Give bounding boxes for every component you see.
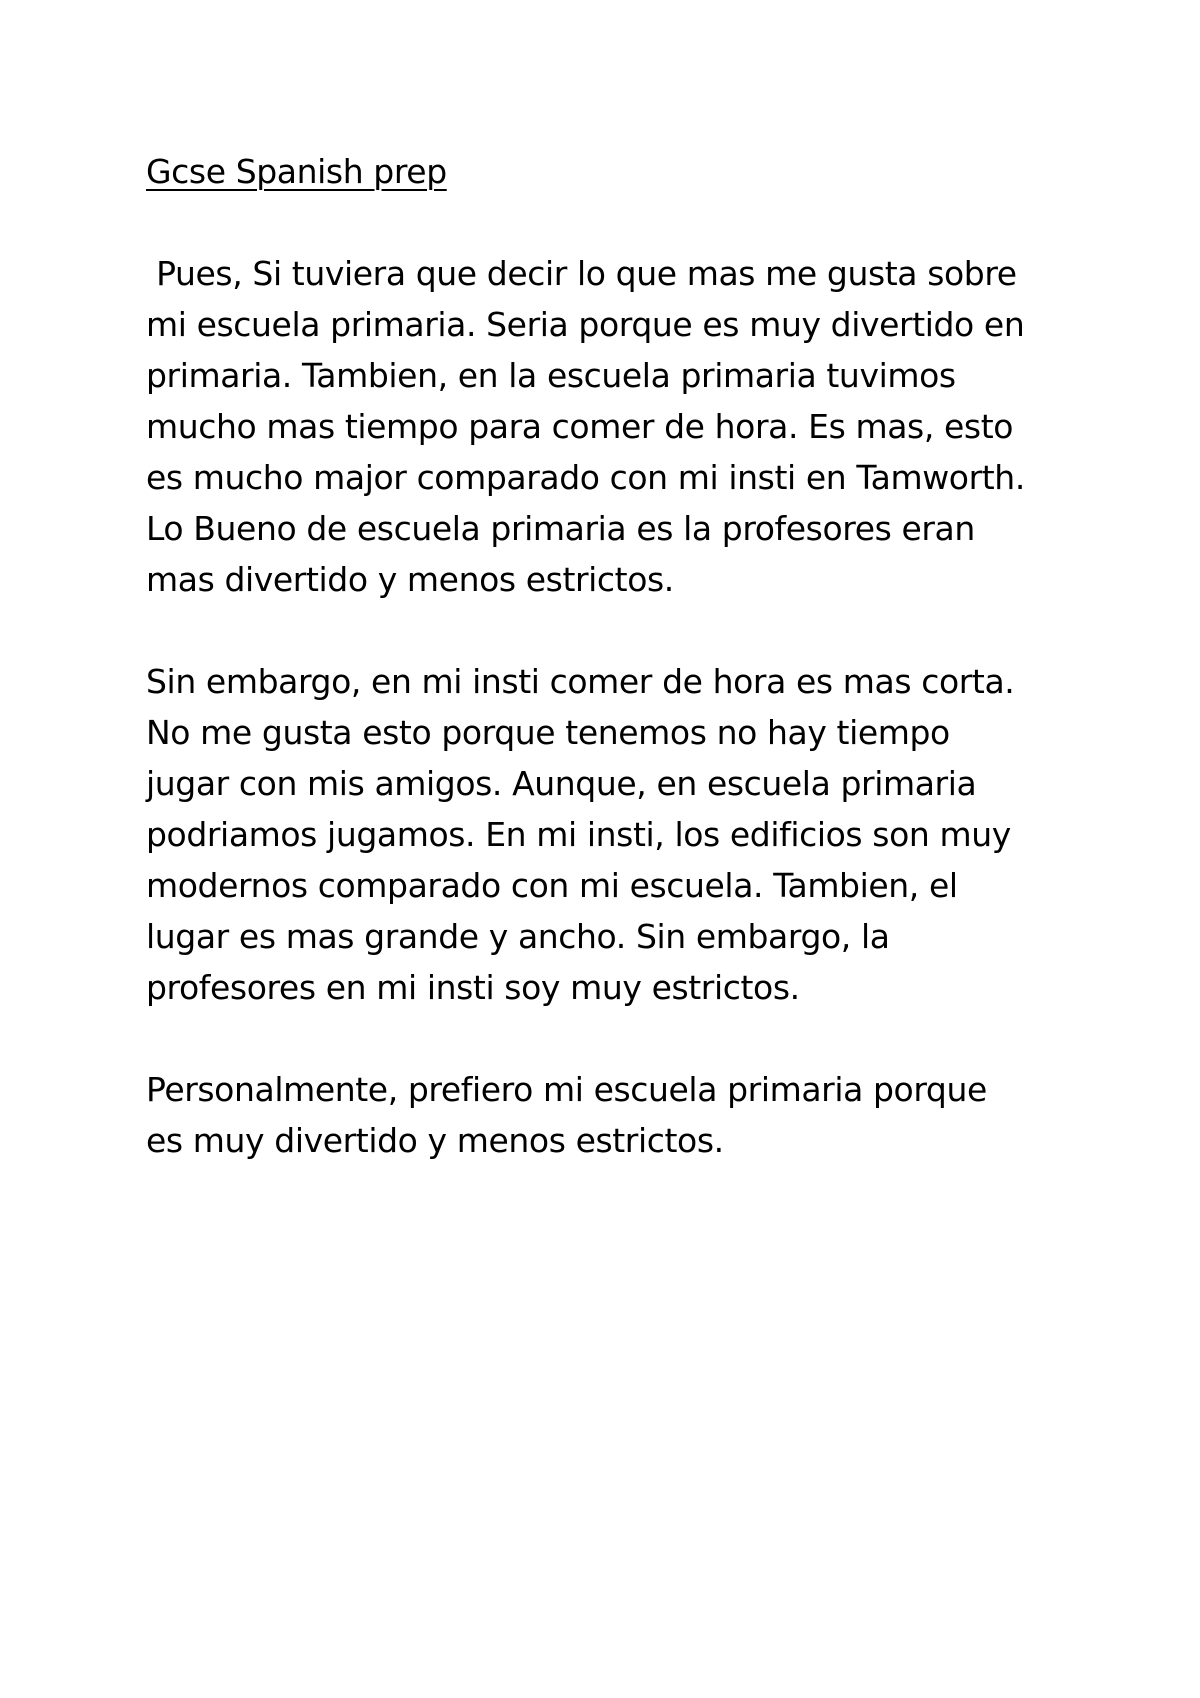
text-line: mi escuela primaria. Seria porque es muy divertido en (146, 305, 1025, 344)
text-line: lugar es mas grande y ancho. Sin embargo, la (146, 917, 890, 956)
text-line: podriamos jugamos. En mi insti, los edificios son muy (146, 815, 1011, 854)
text-line: profesores en mi insti soy muy estrictos. (146, 968, 800, 1007)
spacer (146, 1013, 1096, 1064)
text-line: Pues, Si tuviera que decir lo que mas me gusta sobre (146, 254, 1017, 293)
text-line: modernos comparado con mi escuela. Tambien, el (146, 866, 958, 905)
spacer (146, 605, 1096, 656)
text-line: primaria. Tambien, en la escuela primaria tuvimos (146, 356, 956, 395)
paragraph-2 (146, 656, 1096, 1013)
text-line: mucho mas tiempo para comer de hora. Es mas, esto (146, 407, 1014, 446)
text-line: es muy divertido y menos estrictos. (146, 1121, 724, 1160)
text-line: Personalmente, prefiero mi escuela primaria porque (146, 1070, 987, 1109)
text-line: mas divertido y menos estrictos. (146, 560, 674, 599)
text-line: Lo Bueno de escuela primaria es la profesores eran (146, 509, 975, 548)
text-line: No me gusta esto porque tenemos no hay tiempo (146, 713, 950, 752)
text-line: Sin embargo, en mi insti comer de hora es mas corta. (146, 662, 1015, 701)
text-line: es mucho major comparado con mi insti en Tamworth. (146, 458, 1025, 497)
document-title: Gcse Spanish prep (146, 152, 447, 191)
paragraph-1 (146, 248, 1096, 605)
spacer (146, 197, 1096, 248)
paragraph-3 (146, 1064, 1096, 1166)
document-body (146, 146, 1096, 1166)
text-line: jugar con mis amigos. Aunque, en escuela primaria (146, 764, 977, 803)
